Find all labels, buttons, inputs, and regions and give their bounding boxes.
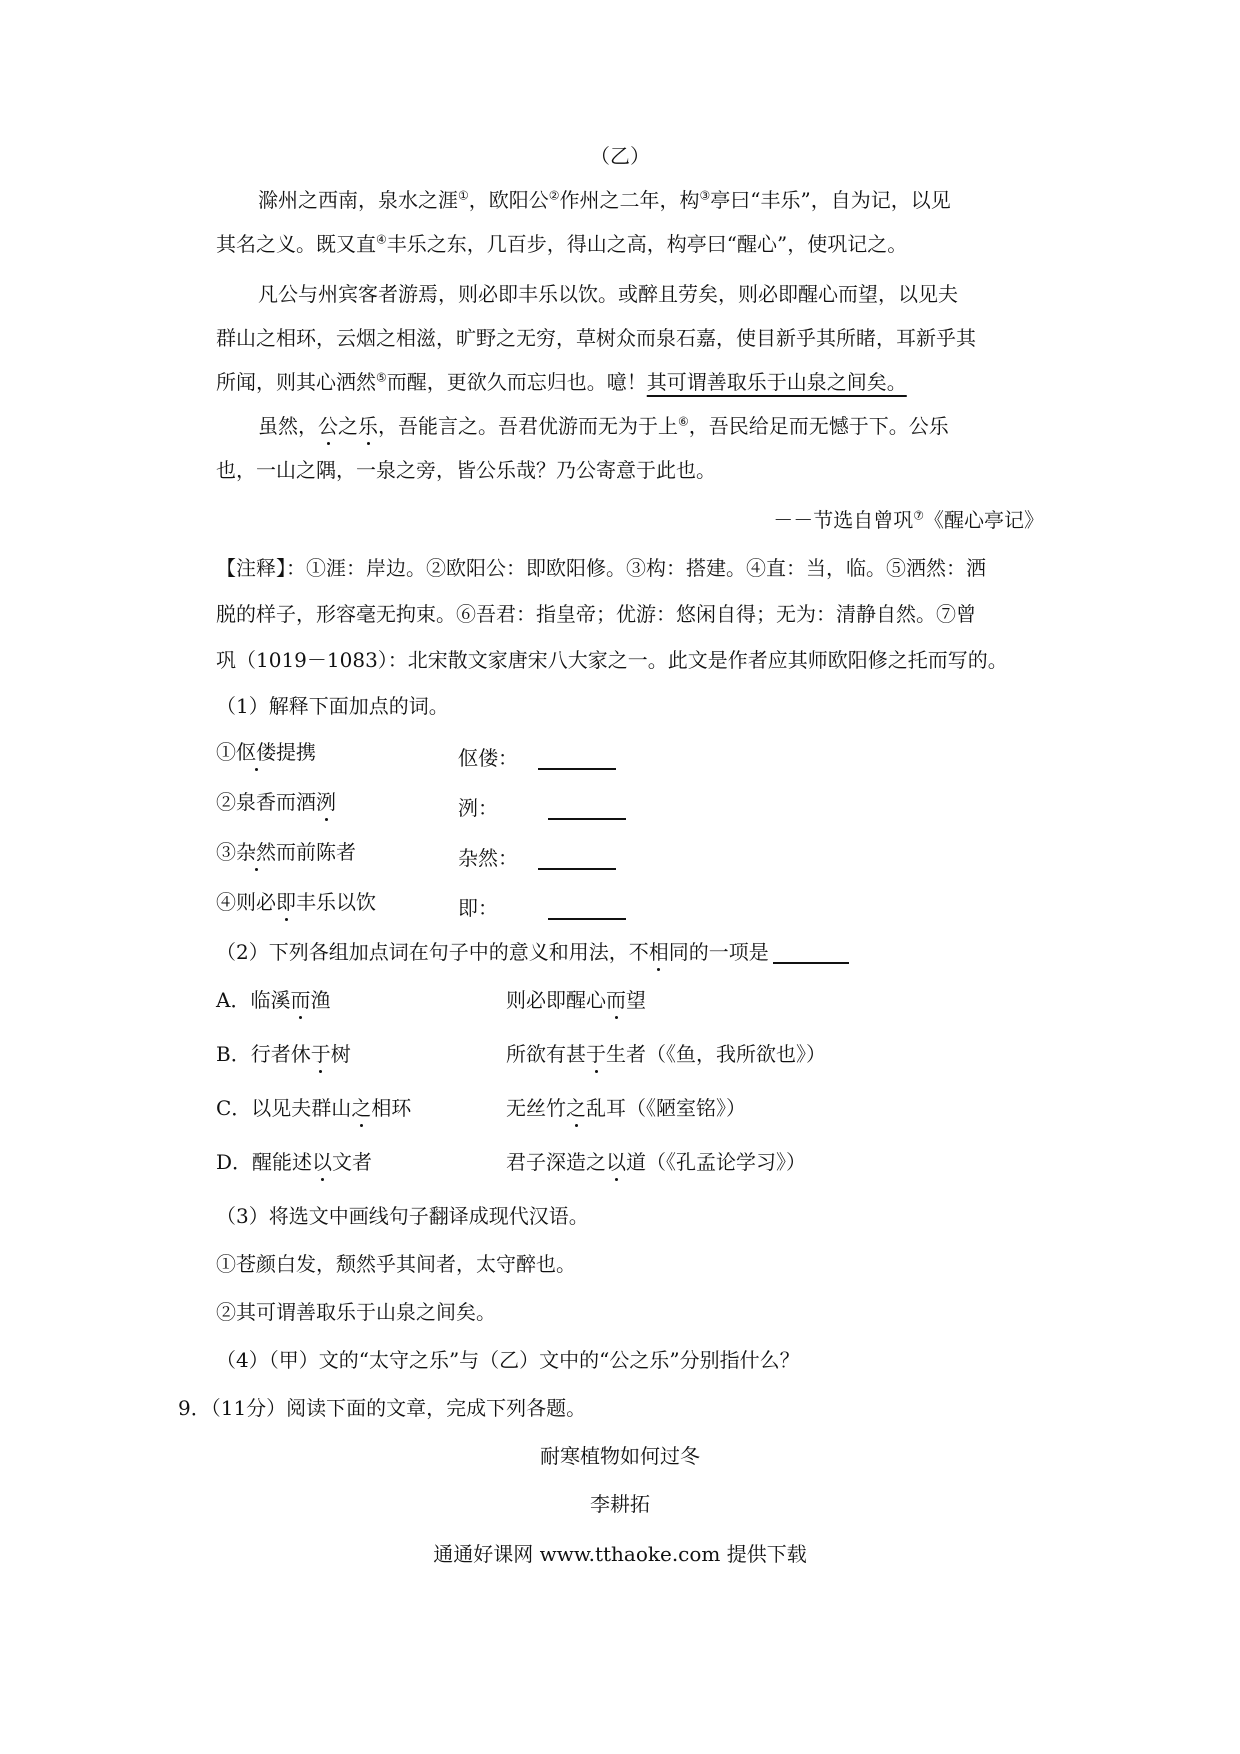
note-mark-5: ⑤ <box>376 370 387 385</box>
note-mark-3: ③ <box>699 188 711 203</box>
q1-prompt: （1）解释下面加点的词。 <box>216 694 449 718</box>
q2-option-a-left: A．临溪而渔 <box>216 988 331 1012</box>
q9-prompt: 9．（11分）阅读下面的文章，完成下列各题。 <box>178 1396 587 1420</box>
q2-option-d-right: 君子深造之以道（《孔孟论学习》） <box>506 1150 806 1174</box>
article-title: 耐寒植物如何过冬 <box>540 1444 700 1468</box>
note-mark-1: ① <box>458 188 469 203</box>
section-title: （乙） <box>590 144 650 168</box>
q2-option-a-right: 则必即醒心而望 <box>506 988 646 1012</box>
passage-p3-line2: 也，一山之隅，一泉之旁，皆公乐哉？乃公寄意于此也。 <box>216 458 716 482</box>
q1-item-2-answer: 洌： <box>458 796 626 820</box>
answer-blank[interactable] <box>538 750 616 770</box>
page-footer: 通通好课网 www.tthaoke.com 提供下载 <box>433 1542 807 1566</box>
q2-prompt: （2）下列各组加点词在句子中的意义和用法，不相同的一项是 <box>216 940 849 964</box>
q1-item-3-answer: 杂然： <box>458 846 616 870</box>
q1-item-3: ③杂然而前陈者 <box>216 840 356 864</box>
q2-option-c-right: 无丝竹之乱耳（《陋室铭》） <box>506 1096 746 1120</box>
article-author: 李耕拓 <box>590 1492 650 1516</box>
notes-line1: 【注释】：①涯：岸边。②欧阳公：即欧阳修。③构：搭建。④直：当，临。⑤洒然：洒 <box>216 556 986 580</box>
q2-option-b-left: B．行者休于树 <box>216 1042 351 1066</box>
notes-line2: 脱的样子，形容毫无拘束。⑥吾君：指皇帝；优游：悠闲自得；无为：清静自然。⑦曾 <box>216 602 976 626</box>
q2-option-c-left: C．以见夫群山之相环 <box>216 1096 412 1120</box>
q1-item-1: ①伛偻提携 <box>216 740 316 764</box>
note-mark-2: ② <box>548 188 560 203</box>
q1-item-4: ④则必即丰乐以饮 <box>216 890 376 914</box>
q1-item-1-answer: 伛偻： <box>458 746 616 770</box>
passage-p1-line1: 滁州之西南，泉水之涯①，欧阳公②作州之二年，构③亭曰“丰乐”，自为记，以见 <box>258 188 951 212</box>
q2-option-d-left: D．醒能述以文者 <box>216 1150 373 1174</box>
passage-p3-line1: 虽然，公之乐，吾能言之。吾君优游而无为于上⑥，吾民给足而无憾于下。公乐 <box>258 414 949 438</box>
passage-p2-line2: 群山之相环，云烟之相滋，旷野之无穷，草树众而泉石嘉，使目新乎其所睹，耳新乎其 <box>216 326 976 350</box>
q2-option-b-right: 所欲有甚于生者（《鱼，我所欲也》） <box>506 1042 826 1066</box>
note-mark-4: ④ <box>376 232 387 247</box>
passage-p1-line2: 其名之义。既又直④丰乐之东，几百步，得山之高，构亭曰“醒心”，使巩记之。 <box>216 232 908 256</box>
q1-item-4-answer: 即： <box>458 896 626 920</box>
answer-blank[interactable] <box>548 900 626 920</box>
passage-p2-line1: 凡公与州宾客者游焉，则必即丰乐以饮。或醉且劳矣，则必即醒心而望，以见夫 <box>258 282 958 306</box>
q3-prompt: （3）将选文中画线句子翻译成现代汉语。 <box>216 1204 589 1228</box>
answer-blank[interactable] <box>548 800 626 820</box>
answer-blank[interactable] <box>773 946 849 964</box>
note-mark-7: ⑦ <box>913 508 924 523</box>
q1-item-2: ②泉香而酒洌 <box>216 790 336 814</box>
note-mark-6: ⑥ <box>678 414 689 429</box>
underlined-sentence: 其可谓善取乐于山泉之间矣。 <box>646 370 907 394</box>
passage-source: －－节选自曾巩⑦《醒心亭记》 <box>773 508 1044 532</box>
passage-p2-line3: 所闻，则其心洒然⑤而醒，更欲久而忘归也。噫！其可谓善取乐于山泉之间矣。 <box>216 370 907 394</box>
q3-sentence-1: ①苍颜白发，颓然乎其间者，太守醉也。 <box>216 1252 576 1276</box>
answer-blank[interactable] <box>538 850 616 870</box>
q3-sentence-2: ②其可谓善取乐于山泉之间矣。 <box>216 1300 496 1324</box>
q4-prompt: （4）（甲）文的“太守之乐”与（乙）文中的“公之乐”分别指什么？ <box>216 1348 800 1372</box>
notes-line3: 巩（1019－1083）：北宋散文家唐宋八大家之一。此文是作者应其师欧阳修之托而写的。 <box>216 648 1008 672</box>
